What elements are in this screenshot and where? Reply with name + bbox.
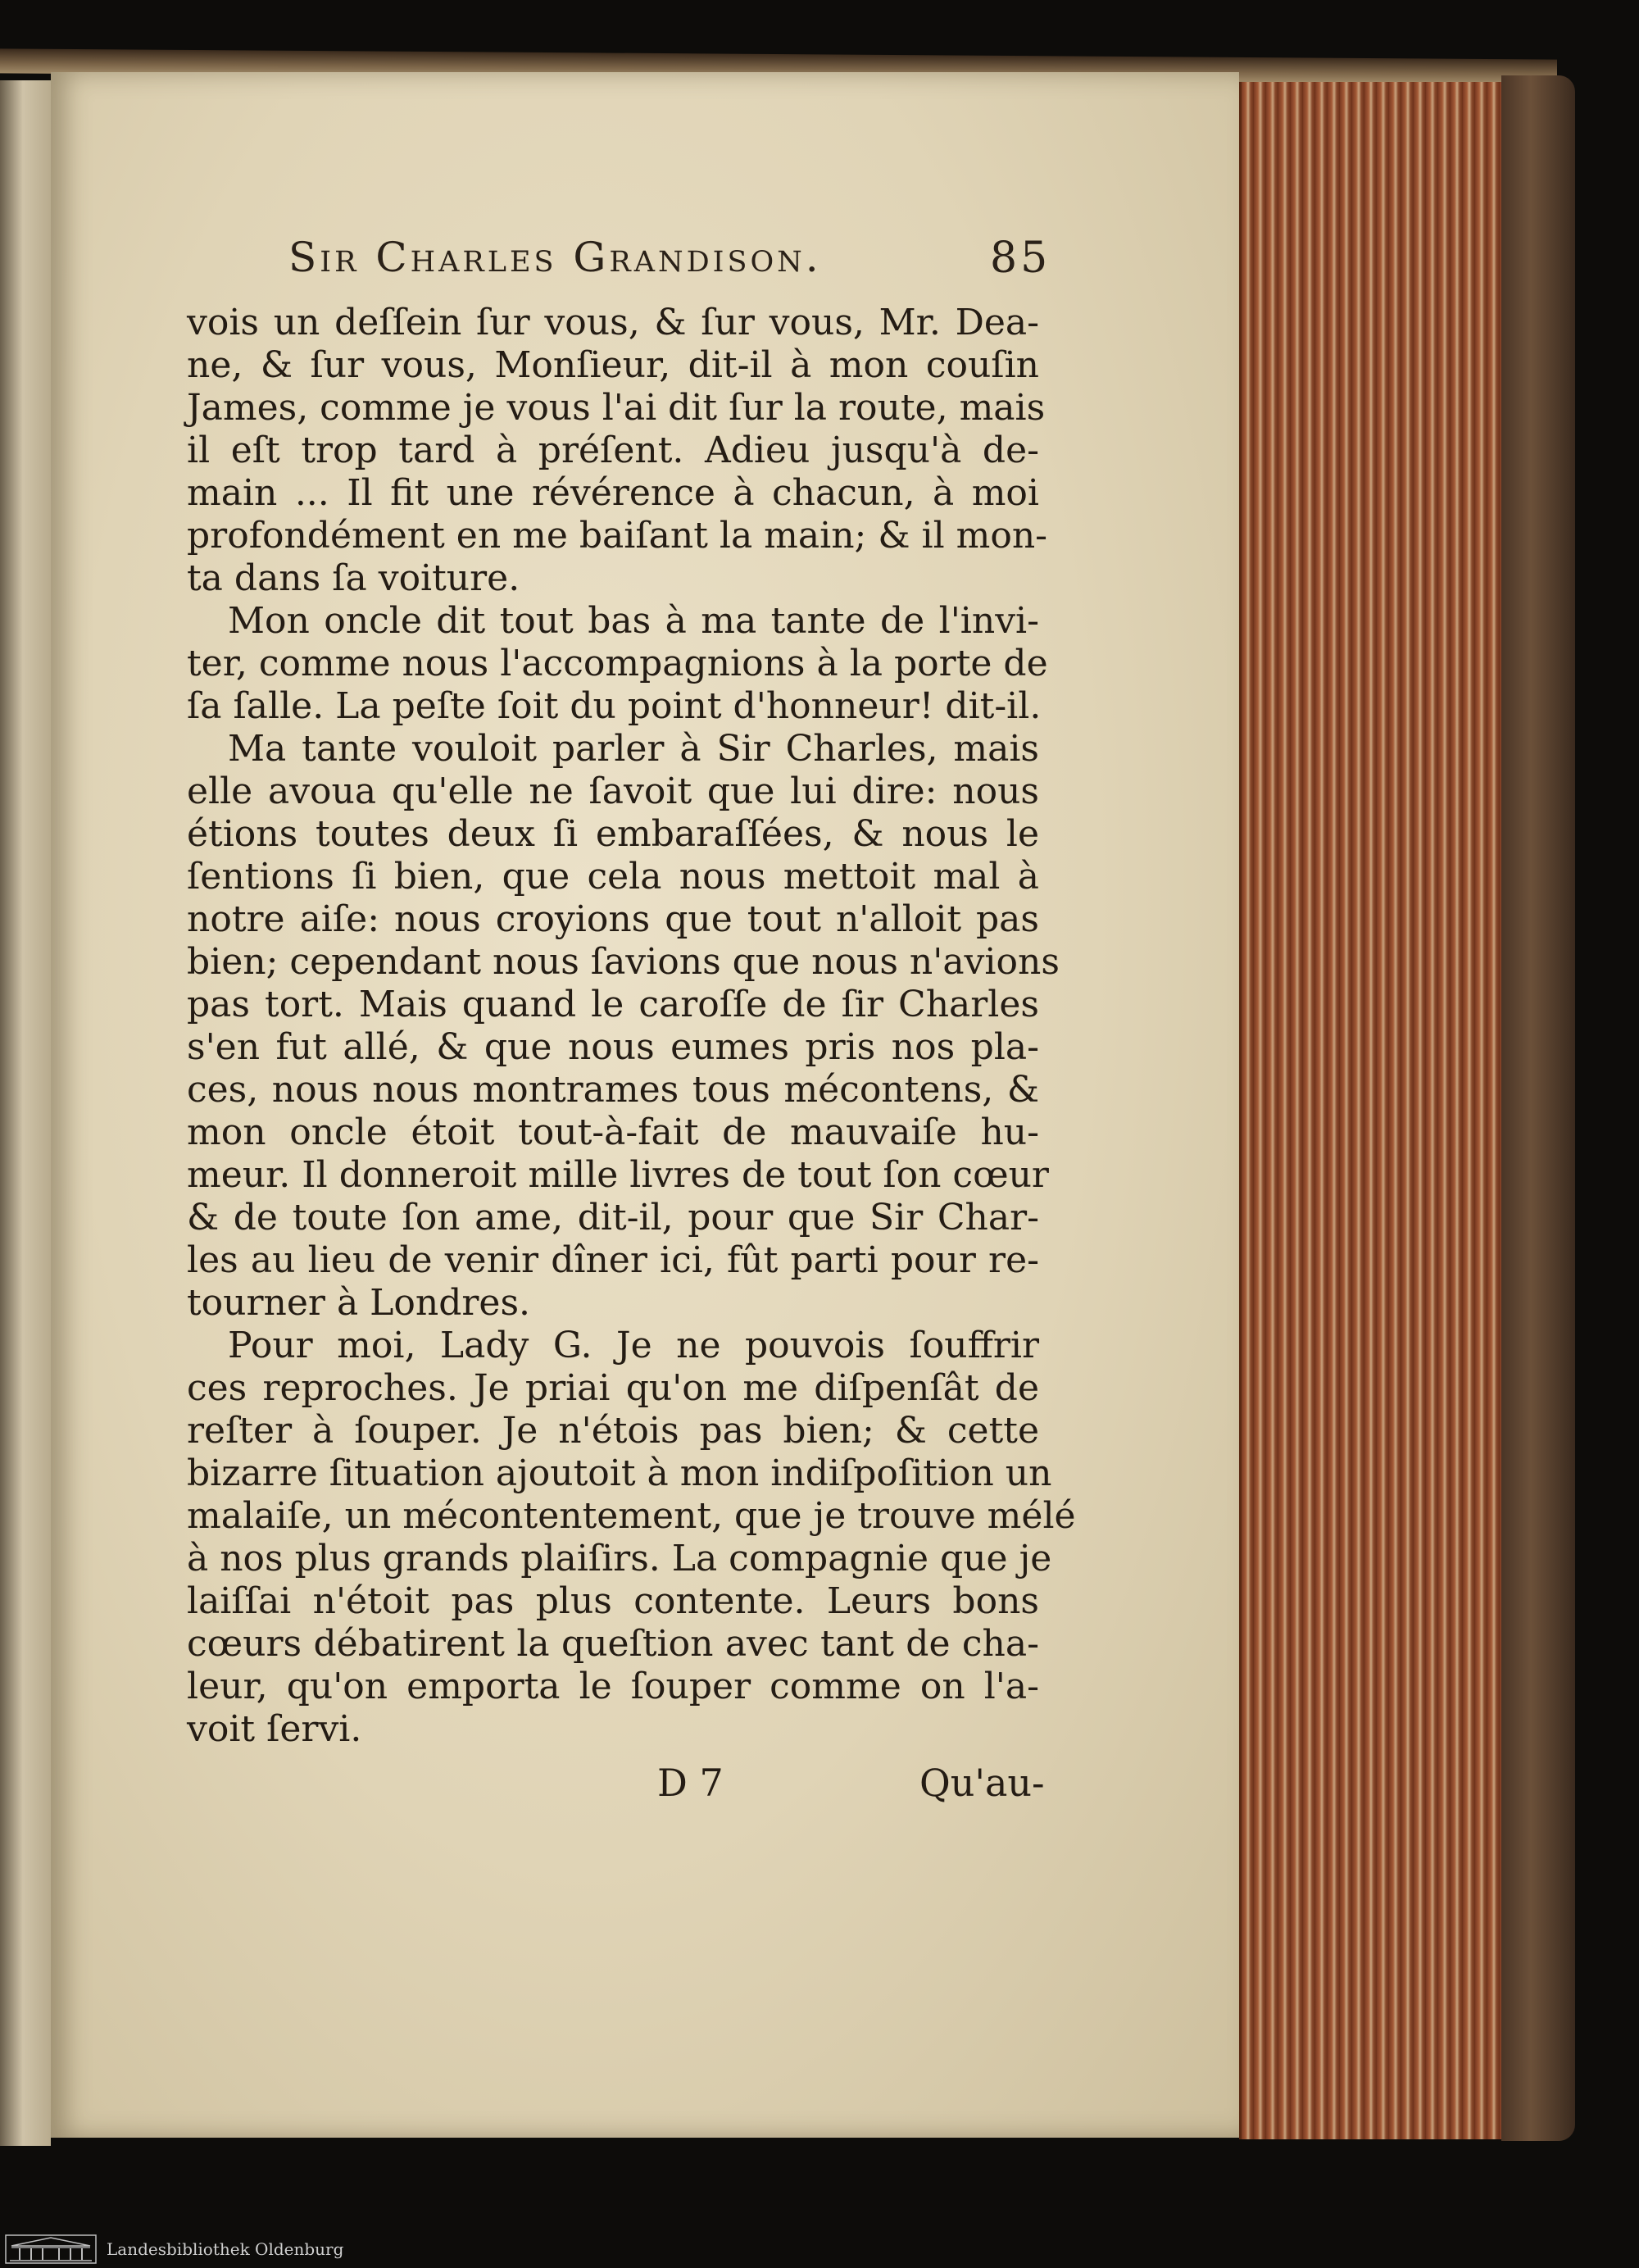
catchword: Qu'au- [919,1761,1045,1805]
text-line: voit ſervi. [187,1708,362,1750]
page-footer [647,1761,1057,1810]
library-bar [0,2229,1639,2268]
text-line: & de toute ſon ame, dit-il, pour que Sir Char- [187,1197,1039,1239]
text-line: James, comme je vous l'ai dit ſur la route, mais [187,387,1046,429]
text-line: cœurs débatirent la queſtion avec tant de cha- [187,1623,1039,1665]
text-line: ſa ſalle. La peſte ſoit du point d'honneur! dit-il. [187,685,1042,727]
text-line: ces, nous nous montrames tous mécontens, & [187,1069,1039,1111]
library-name: Landesbibliothek Oldenburg [107,2239,344,2259]
text-line: notre aiſe: nous croyions que tout n'alloit pas [187,898,1039,940]
text-line: ter, comme nous l'accompagnions à la porte de [187,643,1048,684]
text-line: s'en fut allé, & que nous eumes pris nos pla- [187,1026,1039,1068]
text-line: vois un deſſein ſur vous, & ſur vous, Mr. Dea- [187,302,1039,343]
text-line: pas tort. Mais quand le caroſſe de ſir Charles [187,984,1039,1025]
page-number: 85 [990,234,1051,283]
text-line: Pour moi, Lady G. Je ne pouvois ſouffrir [228,1325,1039,1366]
text-line: profondément en me baiſant la main; & il mon- [187,515,1048,557]
text-line: elle avoua qu'elle ne ſavoit que lui dire: nous [187,770,1039,812]
text-line: les au lieu de venir dîner ici, fût parti pour re- [187,1239,1039,1281]
text-line: mon oncle étoit tout-à-fait de mauvaiſe hu- [187,1111,1039,1153]
signature-mark: D 7 [657,1761,724,1805]
text-line: Mon oncle dit tout bas à ma tante de l'invi- [228,600,1039,642]
text-line: leur, qu'on emporta le ſouper comme on l'a- [187,1666,1039,1707]
text-line: ne, & ſur vous, Monſieur, dit-il à mon couſin [187,344,1039,386]
text-line: tourner à Londres. [187,1282,531,1324]
page-edges [1239,82,1504,2139]
running-title: Sir Charles Grandison. [288,234,822,281]
page-header [246,234,1065,291]
text-line: il eſt trop tard à préſent. Adieu jusqu'à de- [187,430,1039,471]
text-line: reſter à ſouper. Je n'étois pas bien; & cette [187,1410,1039,1452]
text-line: bizarre ſituation ajoutoit à mon indiſpoſition un [187,1452,1052,1494]
text-line: meur. Il donneroit mille livres de tout ſon cœur [187,1154,1049,1196]
text-line: laiſſai n'étoit pas plus contente. Leurs bons [187,1580,1039,1622]
book-binding [1501,75,1575,2141]
text-line: ſentions ſi bien, que cela nous mettoit mal à [187,856,1039,898]
text-line: bien; cependant nous ſavions que nous n'avions [187,941,1060,983]
library-building-icon [5,2234,97,2264]
text-line: Ma tante vouloit parler à Sir Charles, mais [228,728,1039,770]
text-line: ces reproches. Je priai qu'on me diſpenſât de [187,1367,1039,1409]
left-page-fragment [0,80,51,2146]
text-line: à nos plus grands plaiſirs. La compagnie que je [187,1538,1052,1579]
text-line: malaiſe, un mécontentement, que je trouve mélé [187,1495,1076,1537]
text-line: étions toutes deux ſi embaraſſées, & nous le [187,813,1039,855]
text-line: main ... Il fit une révérence à chacun, à moi [187,472,1039,514]
text-line: ta dans ſa voiture. [187,557,520,599]
